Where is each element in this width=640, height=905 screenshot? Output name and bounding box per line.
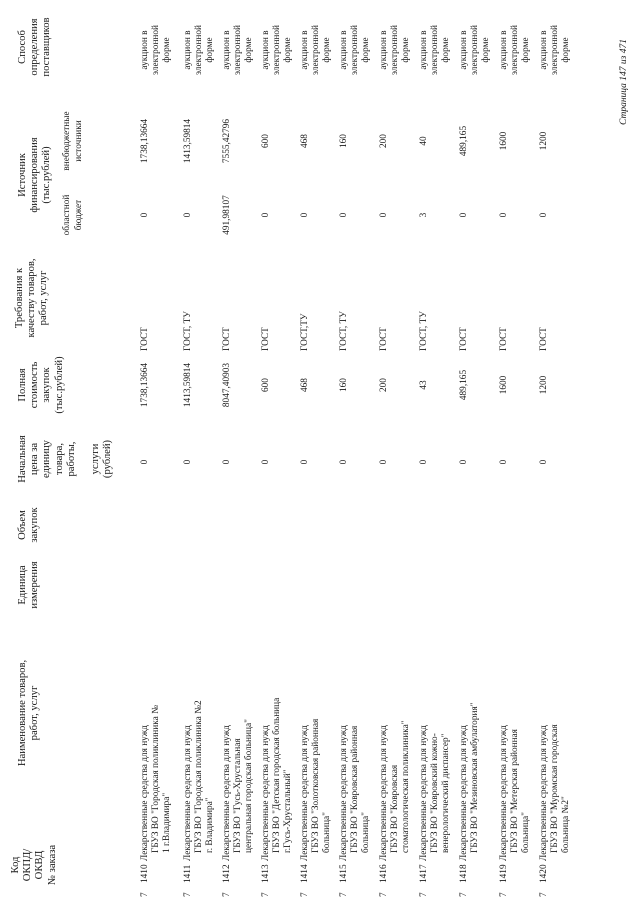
row-name: ГБУЗ ВО "Ковровская — [390, 764, 401, 853]
row-method: форме — [481, 37, 492, 63]
row-code: 7 — [183, 892, 193, 897]
row-code: 7 — [339, 892, 349, 897]
row-requirements: ГОСТ, ТУ — [183, 311, 193, 351]
row-requirements: ГОСТ, ТУ — [339, 311, 349, 351]
header-total: Полная — [17, 368, 28, 402]
row-financing-regional: 0 — [300, 212, 310, 218]
row-financing-offbudget: 1413,59814 — [183, 118, 193, 164]
header-code: ОКВД — [34, 850, 46, 880]
header-price: товара, — [53, 443, 65, 475]
row-financing-regional: 0 — [379, 212, 389, 218]
row-order-number: 1420 — [539, 864, 549, 883]
row-financing-regional: 0 — [339, 212, 349, 218]
row-method: аукцион в — [140, 30, 150, 70]
row-method: форме — [322, 37, 333, 63]
header-name: Наименование товаров, — [17, 659, 28, 767]
row-financing-regional: 0 — [539, 212, 549, 218]
row-method: аукцион в — [222, 30, 232, 70]
header-financing: (тыс.рублей) — [41, 146, 53, 204]
row-name: ГБУЗ ВО "Ковровская районная — [350, 725, 361, 853]
row-method: электронной — [470, 24, 481, 76]
row-name: центральная городская больница" — [244, 719, 255, 853]
row-order-number: 1411 — [183, 864, 193, 883]
row-method: форме — [401, 37, 412, 63]
row-name: Лекарственные средства для нужд — [339, 725, 349, 861]
row-total: 1600 — [499, 375, 509, 395]
row-requirements: ГОСТ — [222, 327, 232, 351]
row-method: аукцион в — [499, 30, 509, 70]
row-method: форме — [205, 37, 216, 63]
row-price: 0 — [419, 459, 429, 465]
row-financing-offbudget: 489,165 — [459, 125, 469, 157]
row-method: форме — [361, 37, 372, 63]
row-name: ГБУЗ ВО "Муромская городская — [550, 724, 561, 853]
row-name: больница" — [322, 812, 333, 853]
row-name: ГБУЗ ВО "Детская городская больница — [272, 697, 283, 853]
row-requirements: ГОСТ — [499, 327, 509, 351]
header-fin-regional: бюджет — [74, 199, 85, 231]
row-method: форме — [283, 37, 294, 63]
row-total: 160 — [339, 378, 349, 392]
row-financing-offbudget: 1600 — [499, 131, 509, 151]
row-requirements: ГОСТ — [539, 327, 549, 351]
row-price: 0 — [140, 459, 150, 465]
row-name: ГБУЗ ВО "Гусь-Хрустальная — [233, 738, 244, 853]
row-requirements: ГОСТ, ТУ — [419, 311, 429, 351]
row-method: аукцион в — [459, 30, 469, 70]
row-code: 7 — [379, 892, 389, 897]
row-financing-offbudget: 160 — [339, 134, 349, 148]
row-financing-offbudget: 468 — [300, 134, 310, 148]
row-name: Лекарственные средства для нужд — [140, 725, 150, 861]
row-name: г. Владимира" — [205, 797, 216, 853]
row-method: электронной — [550, 24, 561, 76]
header-fin-offbudget: внебюджетные — [62, 111, 72, 171]
row-name: больница" — [361, 812, 372, 853]
row-total: 8047,40903 — [222, 362, 232, 408]
header-method: определения — [29, 18, 41, 76]
header-volume: Объем — [17, 510, 28, 540]
header-price: (рублей) — [102, 439, 114, 479]
row-name: венерологический диспансер" — [441, 733, 452, 853]
row-method: аукцион в — [183, 30, 193, 70]
row-requirements: ГОСТ,ТУ — [300, 313, 310, 351]
row-method: электронной — [233, 24, 244, 76]
row-method: форме — [561, 37, 572, 63]
row-method: форме — [441, 37, 452, 63]
header-total: стоимость — [29, 361, 41, 409]
row-code: 7 — [222, 892, 232, 897]
header-requirements: качеству товаров, — [26, 258, 38, 338]
header-method: Способ — [17, 30, 28, 64]
header-unit: Единица — [17, 565, 28, 605]
row-name: 1 г.Владимира" — [162, 792, 173, 853]
row-name: Лекарственные средства для нужд — [261, 725, 271, 861]
row-name: ГБУЗ ВО "Городская поликлиника № — [151, 705, 162, 853]
row-code: 7 — [539, 892, 549, 897]
row-name: Лекарственные средства для нужд — [379, 725, 389, 861]
row-total: 468 — [300, 378, 310, 392]
header-code: ОКПД/ — [22, 848, 34, 882]
header-price: Начальная — [17, 435, 28, 483]
row-total: 1413,59814 — [183, 362, 193, 408]
row-name: ГБУЗ ВО "Городская поликлиника №2 — [194, 700, 205, 853]
header-total: закупок — [41, 367, 53, 403]
row-requirements: ГОСТ — [379, 327, 389, 351]
row-name: Лекарственные средства для нужд — [539, 725, 549, 861]
row-name: Лекарственные средства для нужд — [222, 725, 232, 861]
row-order-number: 1413 — [261, 864, 271, 883]
row-price: 0 — [539, 459, 549, 465]
row-method: электронной — [510, 24, 521, 76]
row-order-number: 1416 — [379, 864, 389, 883]
row-method: форме — [244, 37, 255, 63]
header-fin-offbudget: источники — [74, 120, 85, 162]
row-price: 0 — [222, 459, 232, 465]
row-financing-offbudget: 7555,42796 — [222, 118, 232, 164]
row-method: аукцион в — [261, 30, 271, 70]
row-code: 7 — [459, 892, 469, 897]
row-financing-regional: 0 — [459, 212, 469, 218]
row-method: электронной — [390, 24, 401, 76]
row-price: 0 — [300, 459, 310, 465]
row-name: Лекарственные средства для нужд — [499, 725, 509, 861]
row-code: 7 — [499, 892, 509, 897]
header-name: работ, услуг — [29, 685, 41, 741]
row-method: электронной — [430, 24, 441, 76]
row-price: 0 — [379, 459, 389, 465]
row-name: ГБУЗ ВО "Ковровский кожно- — [430, 733, 441, 853]
row-financing-offbudget: 1738,13664 — [140, 118, 150, 164]
row-name: Лекарственные средства для нужд — [419, 725, 429, 861]
row-total: 200 — [379, 378, 389, 392]
row-price: 0 — [339, 459, 349, 465]
header-method: поставщиков — [41, 17, 53, 77]
row-order-number: 1415 — [339, 864, 349, 883]
header-price: единицу — [41, 440, 53, 478]
header-fin-regional: областной — [62, 194, 72, 236]
row-financing-regional: 0 — [140, 212, 150, 218]
row-financing-offbudget: 200 — [379, 134, 389, 148]
row-financing-regional: 3 — [419, 212, 429, 218]
row-name: ГБУЗ ВО "Мезиновская амбулатория" — [470, 702, 481, 853]
row-method: аукцион в — [339, 30, 349, 70]
row-financing-regional: 0 — [261, 212, 271, 218]
row-method: форме — [162, 37, 173, 63]
header-volume: закупок — [29, 507, 41, 543]
header-price: услуги — [90, 443, 102, 475]
row-method: электронной — [350, 24, 361, 76]
row-method: аукцион в — [539, 30, 549, 70]
row-method: электронной — [151, 24, 162, 76]
row-code: 7 — [261, 892, 271, 897]
row-total: 600 — [261, 378, 271, 392]
header-price: цена за — [29, 442, 41, 476]
row-requirements: ГОСТ — [140, 327, 150, 351]
row-name: больница №2" — [561, 796, 572, 853]
row-order-number: 1418 — [459, 864, 469, 883]
row-price: 0 — [459, 459, 469, 465]
row-financing-offbudget: 600 — [261, 134, 271, 148]
header-total: (тыс.рублей) — [53, 356, 65, 414]
header-financing: финансирования — [29, 137, 41, 213]
row-name: больница" — [521, 812, 532, 853]
header-requirements: работ, услуг — [38, 270, 50, 326]
row-name: Лекарственные средства для нужд — [300, 725, 310, 861]
row-financing-offbudget: 1200 — [539, 131, 549, 151]
row-order-number: 1419 — [499, 864, 509, 883]
row-method: электронной — [272, 24, 283, 76]
row-total: 1200 — [539, 375, 549, 395]
row-method: электронной — [311, 24, 322, 76]
row-name: ГБУЗ ВО "Метерская районная — [510, 729, 521, 853]
row-code: 7 — [419, 892, 429, 897]
row-total: 43 — [419, 380, 429, 390]
page-number-footer: Страница 147 из 471 — [619, 39, 629, 125]
row-method: форме — [521, 37, 532, 63]
header-financing: Источник — [17, 153, 28, 197]
row-requirements: ГОСТ — [459, 327, 469, 351]
header-requirements: Требования к — [14, 267, 25, 329]
row-order-number: 1412 — [222, 864, 232, 883]
header-price: работы, — [65, 441, 77, 477]
row-requirements: ГОСТ — [261, 327, 271, 351]
row-order-number: 1410 — [140, 864, 150, 883]
row-total: 489,165 — [459, 369, 469, 401]
row-financing-regional: 0 — [499, 212, 509, 218]
row-price: 0 — [499, 459, 509, 465]
row-name: Лекарственные средства для нужд — [183, 725, 193, 861]
row-name: г.Гусь-Хрустальный" — [283, 769, 294, 853]
row-financing-regional: 491,98107 — [222, 195, 232, 235]
row-price: 0 — [183, 459, 193, 465]
row-name: стоматологическая поликлиника" — [401, 720, 412, 853]
row-financing-offbudget: 40 — [419, 136, 429, 146]
row-method: электронной — [194, 24, 205, 76]
row-method: аукцион в — [419, 30, 429, 70]
header-code: № заказа — [46, 844, 58, 886]
row-name: ГБУЗ ВО "Золотковская районная — [311, 718, 322, 853]
row-financing-regional: 0 — [183, 212, 193, 218]
header-unit: измерения — [29, 561, 41, 609]
row-code: 7 — [140, 892, 150, 897]
row-order-number: 1414 — [300, 864, 310, 883]
row-name: Лекарственные средства для нужд — [459, 725, 469, 861]
row-order-number: 1417 — [419, 864, 429, 883]
row-total: 1738,13664 — [140, 362, 150, 408]
row-price: 0 — [261, 459, 271, 465]
row-code: 7 — [300, 892, 310, 897]
row-method: аукцион в — [379, 30, 389, 70]
row-method: аукцион в — [300, 30, 310, 70]
header-code: Код — [10, 856, 21, 874]
